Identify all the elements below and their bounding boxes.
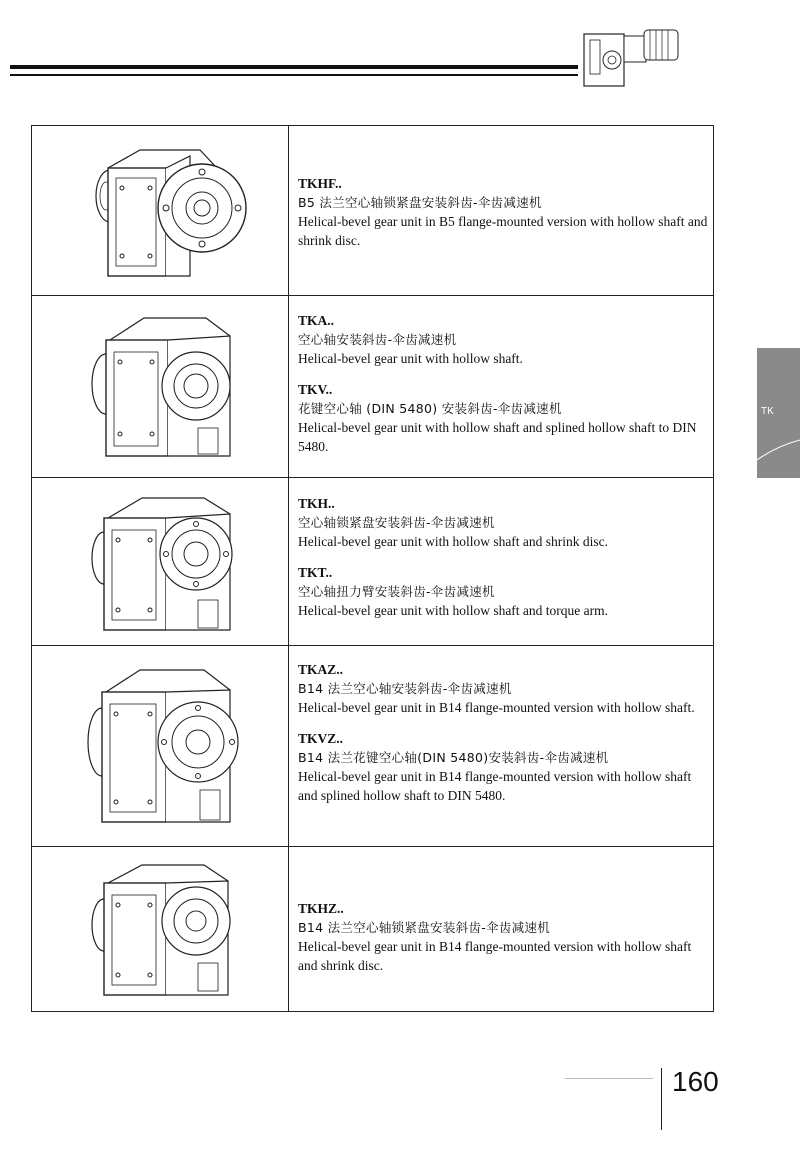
chinese-description: B14 法兰空心轴锁紧盘安装斜齿-伞齿减速机	[298, 920, 551, 935]
chinese-description: B5 法兰空心轴锁紧盘安装斜齿-伞齿减速机	[298, 195, 542, 210]
table-row	[32, 847, 713, 1011]
chinese-description: 空心轴安装斜齿-伞齿减速机	[298, 332, 457, 347]
product-image-cell	[32, 646, 289, 846]
model-code: TKH..	[298, 496, 335, 511]
model-code: TKAZ..	[298, 662, 344, 677]
chinese-description: B14 法兰空心轴安装斜齿-伞齿减速机	[298, 681, 512, 696]
description-cell	[298, 660, 709, 817]
header-rule-thick	[10, 65, 578, 69]
side-tab-swoosh-icon	[757, 348, 800, 478]
header-rule-thin	[10, 74, 578, 76]
product-entry	[298, 899, 709, 975]
catalog-table	[31, 125, 714, 1012]
chinese-description: 花键空心轴 (DIN 5480) 安装斜齿-伞齿减速机	[298, 401, 562, 416]
section-side-tab	[757, 348, 800, 478]
model-code: TKHZ..	[298, 901, 344, 916]
model-code: TKA..	[298, 313, 335, 328]
page-number: 160	[672, 1066, 719, 1097]
gear-unit-shrink-disc-icon	[80, 488, 250, 638]
table-row	[32, 478, 713, 646]
description-cell	[298, 494, 709, 632]
gear-unit-b5-flange-icon	[80, 136, 250, 286]
model-code: TKVZ..	[298, 731, 344, 746]
product-image-cell	[32, 296, 289, 477]
chinese-description: 空心轴锁紧盘安装斜齿-伞齿减速机	[298, 515, 495, 530]
description-cell	[298, 899, 709, 987]
gear-unit-b14-shrink-disc-icon	[80, 857, 250, 1007]
model-code: TKHF..	[298, 176, 342, 191]
product-entry	[298, 660, 709, 717]
english-description: Helical-bevel gear unit with hollow shaft.	[298, 351, 523, 366]
table-row	[32, 646, 713, 847]
description-cell	[298, 174, 709, 262]
product-entry	[298, 311, 709, 368]
gear-unit-thumbnail-icon	[582, 22, 682, 90]
chinese-description: B14 法兰花键空心轴(DIN 5480)安装斜齿-伞齿减速机	[298, 750, 609, 765]
table-row	[32, 126, 713, 296]
chinese-description: 空心轴扭力臂安装斜齿-伞齿减速机	[298, 584, 495, 599]
product-image-cell	[32, 126, 289, 295]
product-entry	[298, 563, 709, 620]
english-description: Helical-bevel gear unit with hollow shaft and shrink disc.	[298, 534, 609, 549]
gear-unit-b14-flange-icon	[80, 656, 250, 836]
english-description: Helical-bevel gear unit in B14 flange-mounted version with hollow shaft.	[298, 700, 695, 715]
footer-rule	[565, 1078, 653, 1079]
product-image-cell	[32, 478, 289, 645]
footer-divider	[661, 1068, 662, 1130]
english-description: Helical-bevel gear unit in B14 flange-mounted version with hollow shaft and splined hollow shaft to DIN 5480.	[298, 769, 692, 803]
product-image-cell	[32, 847, 289, 1011]
english-description: Helical-bevel gear unit with hollow shaft and torque arm.	[298, 603, 609, 618]
gear-unit-hollow-shaft-icon	[80, 306, 250, 466]
side-tab-label: TK	[761, 406, 774, 417]
product-entry	[298, 380, 709, 456]
english-description: Helical-bevel gear unit with hollow shaft and splined hollow shaft to DIN 5480.	[298, 420, 697, 454]
product-entry	[298, 729, 709, 805]
english-description: Helical-bevel gear unit in B14 flange-mounted version with hollow shaft and shrink disc.	[298, 939, 692, 973]
product-entry	[298, 174, 709, 250]
english-description: Helical-bevel gear unit in B5 flange-mounted version with hollow shaft and shrink disc.	[298, 214, 708, 248]
product-entry	[298, 494, 709, 551]
table-row	[32, 296, 713, 478]
model-code: TKV..	[298, 382, 333, 397]
description-cell	[298, 311, 709, 468]
model-code: TKT..	[298, 565, 333, 580]
